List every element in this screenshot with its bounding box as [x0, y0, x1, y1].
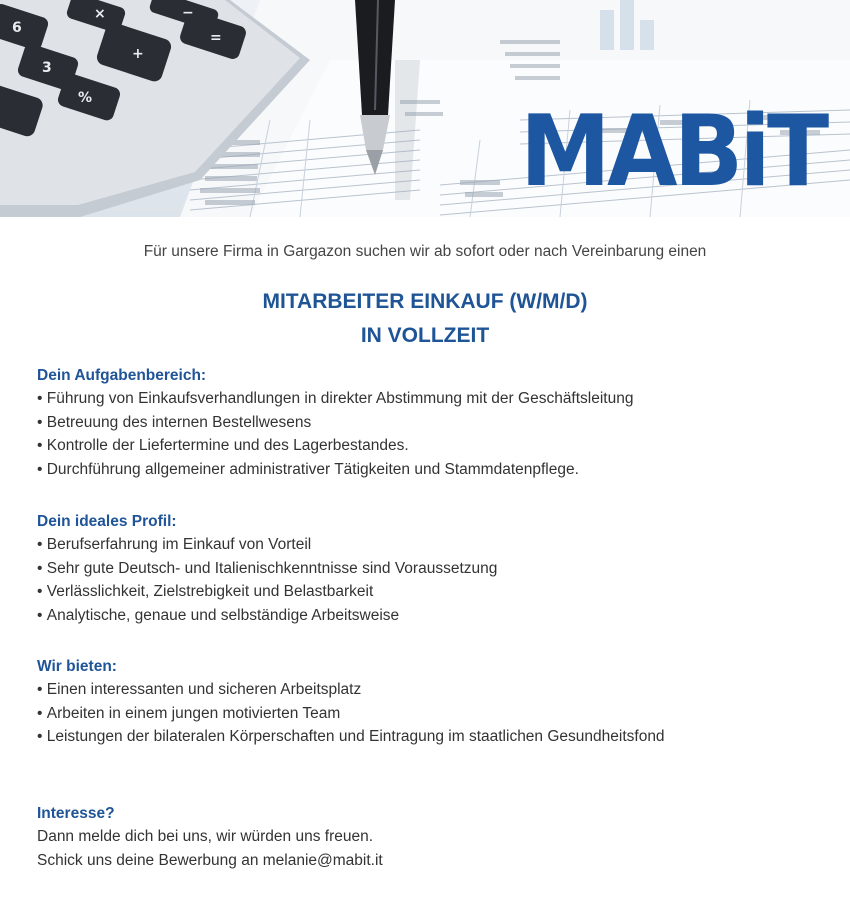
list-item: • Arbeiten in einem jungen motivierten Team	[37, 702, 827, 726]
header-image	[0, 0, 850, 217]
job-title	[0, 285, 850, 353]
list-item: • Leistungen der bilateralen Körperschaften und Eintragung im staatlichen Gesundheitsfond	[37, 725, 827, 749]
svg-text:+: +	[132, 46, 144, 62]
list-item: • Kontrolle der Liefertermine und des Lagerbestandes.	[37, 434, 827, 458]
svg-text:×: ×	[94, 6, 106, 22]
list-item: • Analytische, genaue und selbständige Arbeitsweise	[37, 604, 827, 628]
job-title-line-1: MITARBEITER EINKAUF (W/M/D)	[262, 290, 588, 313]
interest-heading: Interesse?	[37, 805, 115, 822]
svg-text:=: =	[210, 30, 222, 46]
mabit-logo	[520, 95, 840, 209]
profile-section	[37, 510, 827, 627]
list-item: • Führung von Einkaufsverhandlungen in direkter Abstimmung mit der Geschäftsleitung	[37, 387, 827, 411]
logo-text: MABiT	[520, 95, 826, 209]
offer-heading: Wir bieten:	[37, 658, 117, 675]
intro-text: Für unsere Firma in Gargazon suchen wir ab sofort oder nach Vereinbarung einen	[143, 243, 707, 260]
interest-text-line-2: Schick uns deine Bewerbung an melanie@mabit.it	[37, 852, 383, 869]
svg-text:%: %	[78, 90, 93, 106]
interest-text-line-1: Dann melde dich bei uns, wir würden uns freuen.	[37, 828, 374, 845]
tasks-heading: Dein Aufgabenbereich:	[37, 367, 207, 384]
list-item: • Durchführung allgemeiner administrativer Tätigkeiten und Stammdatenpflege.	[37, 458, 827, 482]
list-item: • Betreuung des internen Bestellwesens	[37, 411, 827, 435]
offer-section	[37, 655, 827, 749]
svg-text:3: 3	[42, 60, 52, 76]
list-item: • Verlässlichkeit, Zielstrebigkeit und Belastbarkeit	[37, 580, 827, 604]
list-item: • Sehr gute Deutsch- und Italienischkenntnisse sind Voraussetzung	[37, 557, 827, 581]
svg-text:6: 6	[12, 20, 22, 36]
profile-heading: Dein ideales Profil:	[37, 513, 177, 530]
svg-text:−: −	[182, 5, 194, 21]
job-title-line-2: IN VOLLZEIT	[360, 324, 490, 347]
list-item: • Einen interessanten und sicheren Arbeitsplatz	[37, 678, 827, 702]
tasks-section	[37, 364, 827, 481]
interest-section	[37, 802, 827, 873]
list-item: • Berufserfahrung im Einkauf von Vorteil	[37, 533, 827, 557]
